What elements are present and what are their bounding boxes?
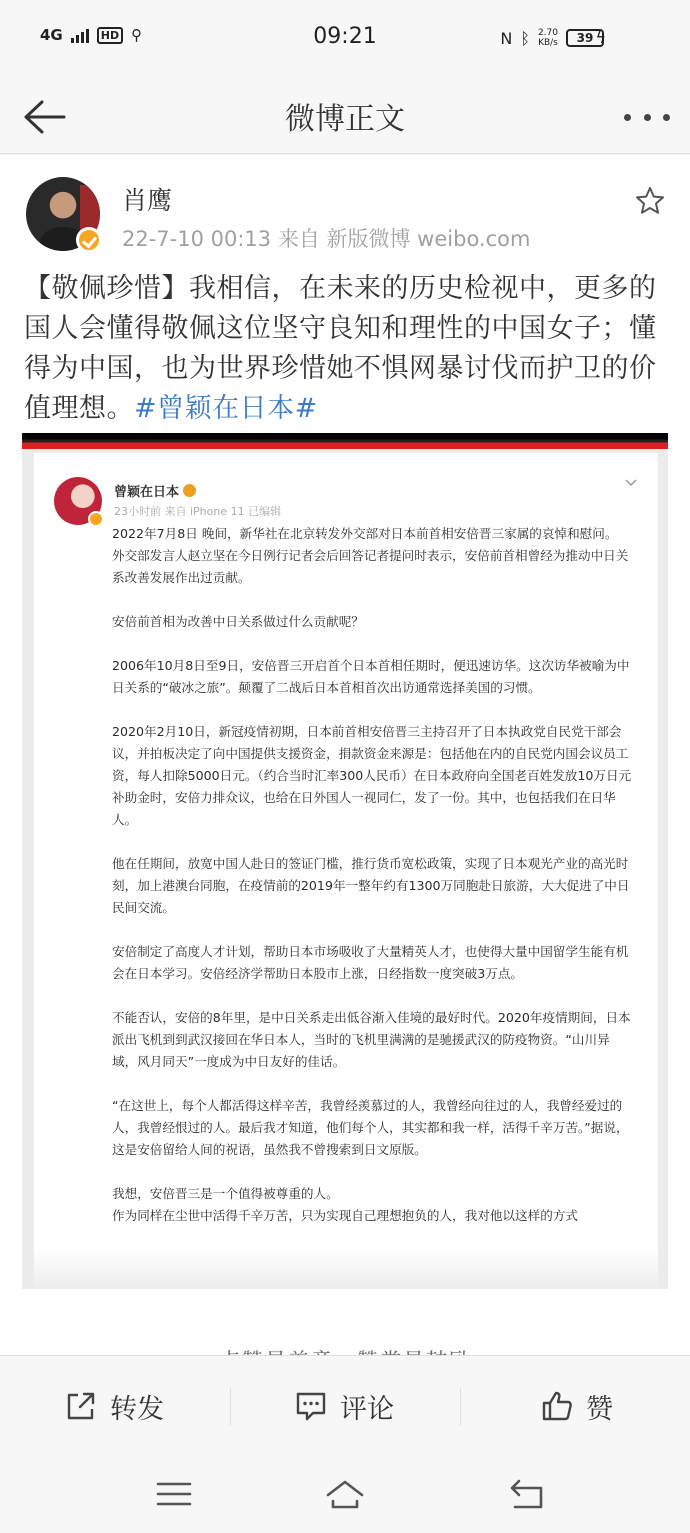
repost-icon	[64, 1389, 98, 1423]
embedded-paragraph: 2022年7月8日 晚间，新华社在北京转发外交部对日本前首相安倍晋三家属的哀悼和慰问。	[112, 526, 618, 541]
author-name[interactable]: 肖鹰	[122, 186, 173, 215]
speed-unit: KB/s	[538, 38, 558, 48]
network-type: 4G	[40, 26, 63, 44]
embedded-author-name: 曾颖在日本	[114, 485, 180, 500]
divider	[460, 1388, 461, 1426]
like-label: 赞	[586, 1393, 613, 1425]
embedded-paragraph: “在这世上，每个人都活得这样辛苦，我曾经羡慕过的人，我曾经向往过的人，我曾经爱过的人，我曾经恨过的人。最后我才知道，他们每个人，其实都和我一样，活得千辛万苦。”据说，这是安倍留给人间的祝语，虽然我不曾搜索到日文原版。	[112, 1098, 629, 1157]
embedded-paragraph: 外交部发言人赵立坚在今日例行记者会后回答记者提问时表示，安倍前首相曾经为推动中日关系改善发展作出过贡献。	[112, 548, 629, 585]
status-bar	[0, 0, 690, 80]
embedded-vip-icon	[183, 484, 196, 497]
embedded-body	[112, 523, 632, 1227]
page-title: 微博正文	[285, 102, 405, 137]
battery-icon: 39	[566, 29, 604, 47]
embedded-paragraph: 安倍制定了高度人才计划，帮助日本市场吸收了大量精英人才，也使得大量中国留学生能有机会在日本学习。安倍经济学帮助日本股市上涨，日经指数一度突破3万点。	[112, 944, 629, 981]
charging-icon: ϟ	[595, 28, 606, 47]
embedded-paragraph: 2006年10月8日至9日，安倍晋三开启首个日本首相任期时，便迅速访华。这次访华被喻为中日关系的“破冰之旅”。颠覆了二战后日本首相首次出访通常选择美国的习惯。	[112, 658, 630, 695]
speed-value: 2.70	[537, 28, 558, 38]
post-card	[0, 155, 690, 1355]
action-bar	[0, 1355, 690, 1455]
usb-icon: ⚲	[131, 26, 143, 44]
verified-badge-icon	[76, 227, 102, 253]
thumbs-up-icon	[540, 1389, 574, 1423]
chevron-down-icon	[624, 475, 638, 489]
post-meta: 22-7-10 00:13 来自 新版微博 weibo.com	[122, 227, 531, 251]
nav-bar	[0, 80, 690, 154]
status-right	[500, 28, 604, 48]
post-body	[24, 269, 664, 429]
clock: 09:21	[313, 24, 377, 49]
embedded-paragraph: 不能否认，安倍的8年里，是中日关系走出低谷渐入佳境的最好时代。2020年疫情期间，日本派出飞机到到武汉接回在华日本人，当时的飞机里满满的是驰援武汉的防疫物资。“山川异域，风月同天”一度成为中日友好的佳话。	[112, 1010, 631, 1069]
like-button[interactable]	[540, 1384, 613, 1428]
comment-label: 评论	[340, 1393, 394, 1425]
nfc-icon: N	[500, 28, 513, 48]
embedded-paragraph: 作为同样在尘世中活得千辛万苦，只为实现自己理想抱负的人，我对他以这样的方式	[112, 1208, 578, 1223]
hashtag-link[interactable]: #曾颖在日本#	[134, 393, 318, 424]
menu-icon[interactable]	[154, 1477, 194, 1511]
embedded-paragraph: 我想，安倍晋三是一个值得被尊重的人。	[112, 1186, 339, 1201]
embedded-verified-icon	[88, 511, 104, 527]
network-speed	[538, 28, 558, 48]
repost-label: 转发	[110, 1393, 164, 1425]
image-fade	[22, 1249, 668, 1289]
embedded-author	[114, 481, 196, 500]
post-text: 【敬佩珍惜】我相信，在未来的历史检视中，更多的国人会懂得敬佩这位坚守良知和理性的中国女子；懂得为中国，也为世界珍惜她不惧网暴讨伐而护卫的价值理想。	[24, 273, 657, 424]
embedded-paragraph: 他在任期间，放宽中国人赴日的签证门槛，推行货币宽松政策，实现了日本观光产业的高光时刻，加上港澳台同胞，在疫情前的2019年一整年约有1300万同胞赴日旅游，大大促进了中日民间交流。	[112, 856, 630, 915]
embedded-meta: 23小时前 来自 iPhone 11 已编辑	[114, 505, 282, 518]
embedded-paragraph: 安倍前首相为改善中日关系做过什么贡献呢？	[112, 614, 364, 629]
more-dots-icon[interactable]	[624, 102, 670, 132]
system-nav-bar	[0, 1455, 690, 1533]
embedded-post	[34, 453, 658, 1289]
comment-icon	[294, 1389, 328, 1423]
back-icon[interactable]	[507, 1477, 547, 1511]
bluetooth-icon: ᛒ	[520, 28, 530, 48]
comment-button[interactable]	[294, 1384, 394, 1428]
home-icon[interactable]	[325, 1477, 365, 1511]
embedded-image[interactable]	[22, 433, 668, 1289]
repost-button[interactable]	[64, 1384, 164, 1428]
star-icon[interactable]	[634, 185, 666, 217]
divider	[230, 1388, 231, 1426]
embedded-paragraph: 2020年2月10日，新冠疫情初期，日本前首相安倍晋三主持召开了日本执政党自民党干部会议，并拍板决定了向中国提供支援资金，捐款资金来源是：包括他在内的自民党内国会议员工资，每人扣除5000日元。（约合当时汇率300人民币）在日本政府向全国老百姓发放10万日元补助金时，安倍力排众议，也给在日外国人一视同仁，发了一份。其中，也包括我们在日华人。	[112, 724, 632, 827]
image-top-stripe	[22, 433, 668, 449]
hd-icon: HD	[97, 27, 123, 44]
